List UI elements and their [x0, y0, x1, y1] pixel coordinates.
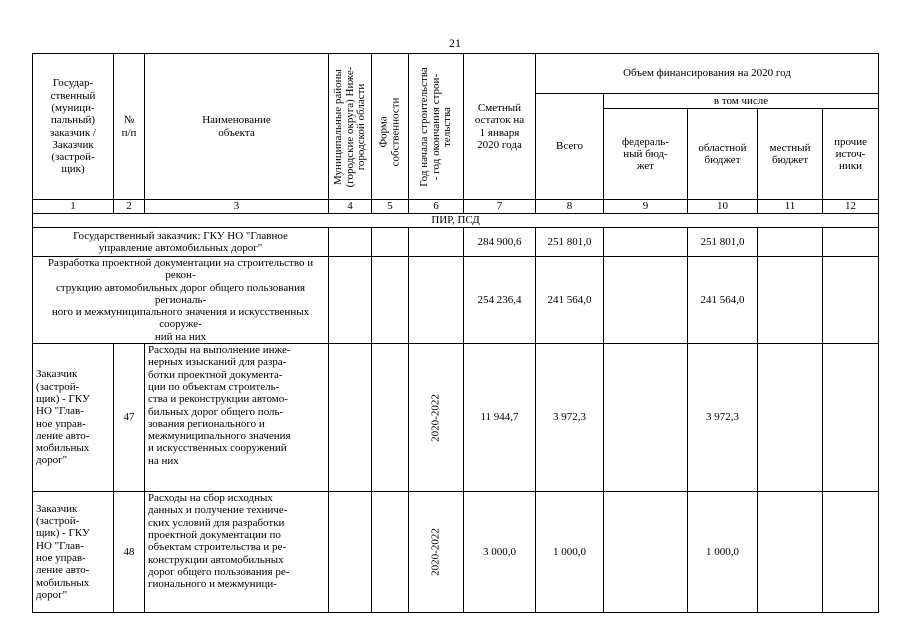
header-regional: областной бюджет: [688, 109, 758, 200]
header-number: № п/п: [114, 54, 145, 200]
item-years-text: 2020-2022: [429, 528, 442, 576]
item-customer: Заказчик (застрой- щик) - ГКУ НО "Глав- ное управ- ление авто- мобильных дорог": [33, 344, 114, 492]
item-years: [409, 492, 464, 613]
item-balance: 3 000,0: [464, 492, 536, 613]
header-balance: Сметный остаток на 1 января 2020 года: [464, 54, 536, 200]
item-name: Расходы на сбор исходных данных и получение техниче- ских условий для разработки проектной документации по объектам строительства и ре- конструкции автомобильных дорог общего пользования ре- гионального и межмуници-: [145, 492, 329, 613]
item-number: 48: [114, 492, 145, 613]
group-regional: 241 564,0: [688, 257, 758, 344]
col-number: 1: [33, 200, 114, 214]
item-customer: Заказчик (застрой- щик) - ГКУ НО "Глав- ное управ- ление авто- мобильных дорог": [33, 492, 114, 613]
col-number: 2: [114, 200, 145, 214]
col-number: 5: [372, 200, 409, 214]
table-row: [33, 492, 879, 613]
item-balance: 11 944,7: [464, 344, 536, 492]
header-other: прочие источ- ники: [823, 109, 879, 200]
page-number: 21: [449, 36, 461, 50]
header-total: Всего: [536, 94, 604, 200]
header-ownership-text: Форма собственности: [377, 97, 401, 167]
header-including: в том числе: [604, 94, 879, 109]
header-districts: [329, 54, 372, 200]
item-years: [409, 344, 464, 492]
item-total: 3 972,3: [536, 344, 604, 492]
state-customer-regional: 251 801,0: [688, 228, 758, 257]
header-years-text: Год начала строительства - год окончания строи- тельства: [417, 66, 453, 187]
item-number: 47: [114, 344, 145, 492]
header-ownership: [372, 54, 409, 200]
col-number: 10: [688, 200, 758, 214]
item-regional: 3 972,3: [688, 344, 758, 492]
col-number: 4: [329, 200, 372, 214]
header-federal: федераль- ный бюд- жет: [604, 109, 688, 200]
section-title: ПИР, ПСД: [33, 214, 879, 228]
col-number: 6: [409, 200, 464, 214]
table-row: [33, 257, 879, 344]
header-funding: Объем финансирования на 2020 год: [536, 54, 879, 94]
header-years: [409, 54, 464, 200]
group-balance: 254 236,4: [464, 257, 536, 344]
state-customer-name: Государственный заказчик: ГКУ НО "Главное управление автомобильных дорог": [33, 228, 329, 257]
col-number: 11: [758, 200, 823, 214]
item-years-text: 2020-2022: [429, 393, 442, 442]
group-total: 241 564,0: [536, 257, 604, 344]
item-regional: 1 000,0: [688, 492, 758, 613]
header-districts-text: Муниципальные районы (городские округа) Ниже- городской области: [331, 66, 367, 187]
header-local: местный бюджет: [758, 109, 823, 200]
header-object-name: Наименование объекта: [145, 54, 329, 200]
item-name: Расходы на выполнение инже- нерных изысканий для разра- ботки проектной документа- ции по объектам строитель- ства и реконструкции автомо- бильных дорог общего поль- зования регионального и межмуниципального значения и искусственных сооружений на них: [145, 344, 329, 492]
group-name: Разработка проектной документации на строительство и рекон- струкцию автомобильных дорог общего пользования региональ- ного и межмуниципального значения и искусственных сооруже- ний на них: [33, 257, 329, 344]
col-number: 7: [464, 200, 536, 214]
table-row: [33, 344, 879, 492]
col-number: 12: [823, 200, 879, 214]
state-customer-total: 251 801,0: [536, 228, 604, 257]
col-number: 8: [536, 200, 604, 214]
col-number: 3: [145, 200, 329, 214]
item-total: 1 000,0: [536, 492, 604, 613]
table-row: [33, 228, 879, 257]
state-customer-balance: 284 900,6: [464, 228, 536, 257]
col-number: 9: [604, 200, 688, 214]
header-customer: Государ- ственный (муници- пальный) заказчик / Заказчик (застрой- щик): [33, 54, 114, 200]
financing-table: [32, 53, 879, 613]
